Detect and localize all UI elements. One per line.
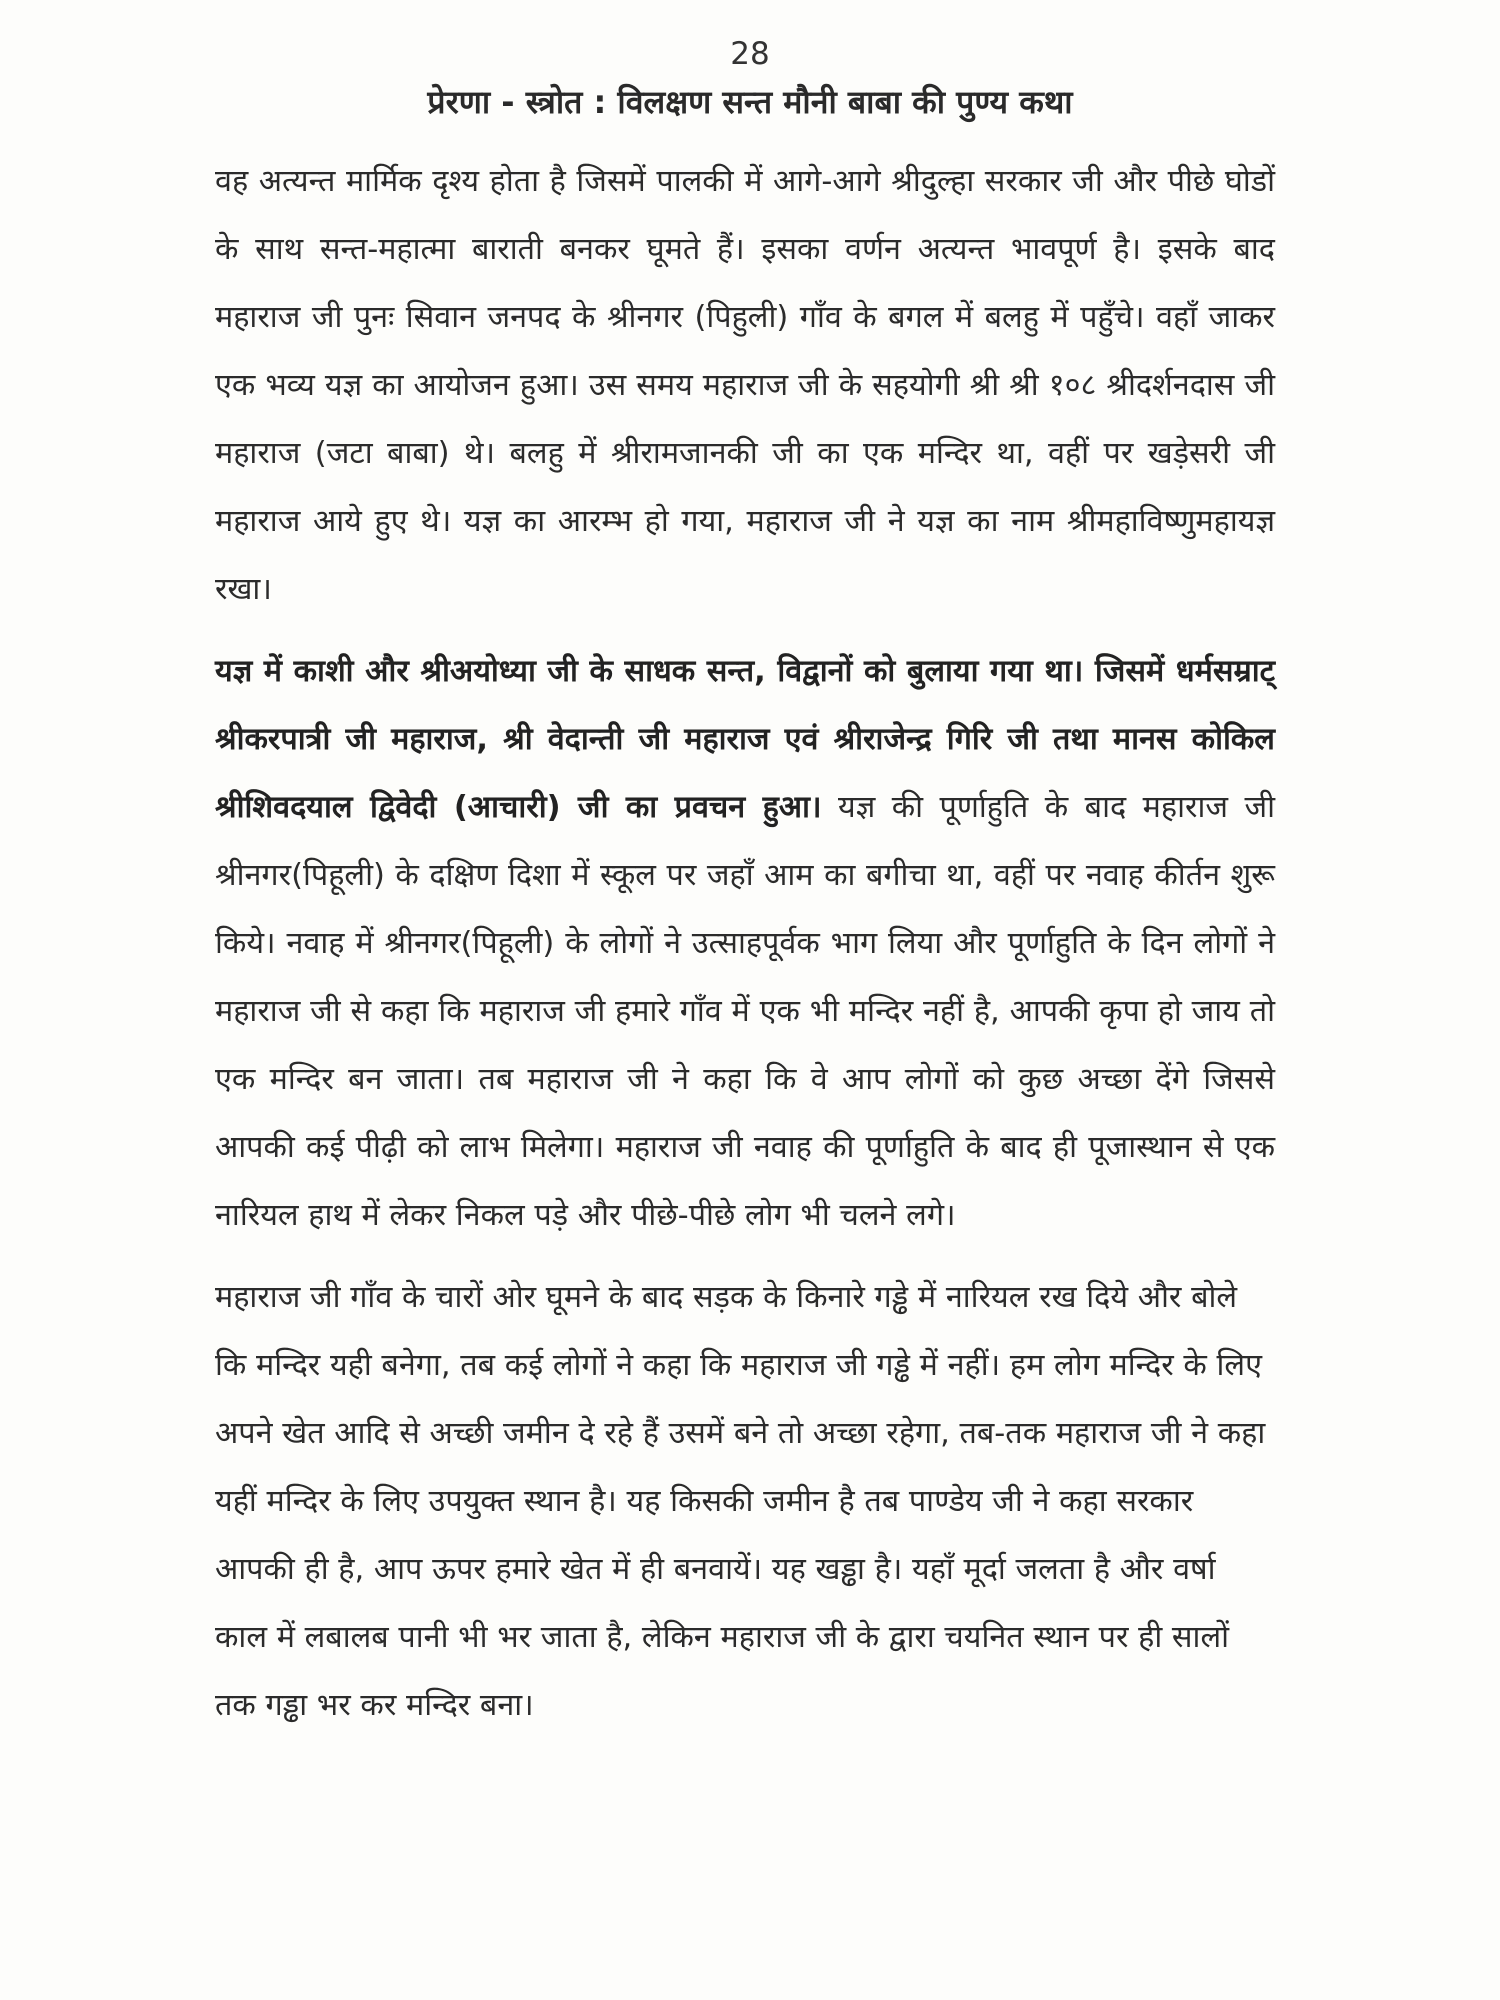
body-text	[215, 148, 1275, 1754]
running-title: प्रेरणा - स्त्रोत : विलक्षण सन्त मौनी बाबा की पुण्य कथा	[427, 83, 1073, 121]
paragraph-2	[215, 638, 1275, 1250]
paragraph-2-text: यज्ञ की पूर्णाहुति के बाद महाराज जी श्रीनगर(पिहूली) के दक्षिण दिशा में स्कूल पर जहाँ आम का बगीचा था, वहीं पर नवाह कीर्तन शुरू किये। नवाह में श्रीनगर(पिहूली) के लोगों ने उत्साहपूर्वक भाग लिया और पूर्णाहुति के दिन लोगों ने महाराज जी से कहा कि महाराज जी हमारे गाँव में एक भी मन्दिर नहीं है, आपकी कृपा हो जाय तो एक मन्दिर बन जाता। तब महाराज जी ने कहा कि वे आप लोगों को कुछ अच्छा देंगे जिससे आपकी कई पीढ़ी को लाभ मिलेगा। महाराज जी नवाह की पूर्णाहुति के बाद ही पूजास्थान से एक नारियल हाथ में लेकर निकल पड़े और पीछे-पीछे लोग भी चलने लगे।	[215, 790, 1275, 1233]
page-number: 28	[730, 36, 770, 72]
paragraph-1	[215, 148, 1275, 624]
paragraph-3	[215, 1264, 1275, 1740]
paragraph-1-text: वह अत्यन्त मार्मिक दृश्य होता है जिसमें पालकी में आगे-आगे श्रीदुल्हा सरकार जी और पीछे घोडों के साथ सन्त-महात्मा बाराती बनकर घूमते हैं। इसका वर्णन अत्यन्त भावपूर्ण है। इसके बाद महाराज जी पुनः सिवान जनपद के श्रीनगर (पिहुली) गाँव के बगल में बलहु में पहुँचे। वहाँ जाकर एक भव्य यज्ञ का आयोजन हुआ। उस समय महाराज जी के सहयोगी श्री श्री १०८ श्रीदर्शनदास जी महाराज (जटा बाबा) थे। बलहु में श्रीरामजानकी जी का एक मन्दिर था, वहीं पर खड़ेसरी जी महाराज आये हुए थे। यज्ञ का आरम्भ हो गया, महाराज जी ने यज्ञ का नाम श्रीमहाविष्णुमहायज्ञ रखा।	[215, 164, 1275, 607]
paragraph-3-text: महाराज जी गाँव के चारों ओर घूमने के बाद सड़क के किनारे गड्ढे में नारियल रख दिये और बोले कि मन्दिर यही बनेगा, तब कई लोगों ने कहा कि महाराज जी गड्ढे में नहीं। हम लोग मन्दिर के लिए अपने खेत आदि से अच्छी जमीन दे रहे हैं उसमें बने तो अच्छा रहेगा, तब-तक महाराज जी ने कहा यहीं मन्दिर के लिए उपयुक्त स्थान है। यह किसकी जमीन है तब पाण्डेय जी ने कहा सरकार आपकी ही है, आप ऊपर हमारे खेत में ही बनवायें। यह खड्ढा है। यहाँ मूर्दा जलता है और वर्षा काल में लबालब पानी भी भर जाता है, लेकिन महाराज जी के द्वारा चयनित स्थान पर ही सालों तक गड्ढा भर कर मन्दिर बना।	[215, 1280, 1266, 1723]
paragraph-2-bold-lead: यज्ञ में काशी और श्रीअयोध्या जी के साधक सन्त, विद्वानों को बुलाया गया था। जिसमें धर्मसम्राट् श्रीकरपात्री जी महाराज, श्री वेदान्ती जी महाराज एवं श्रीराजेन्द्र गिरि जी तथा मानस कोकिल श्रीशिवदयाल द्विवेदी (आचारी) जी का प्रवचन हुआ।	[215, 654, 1275, 825]
